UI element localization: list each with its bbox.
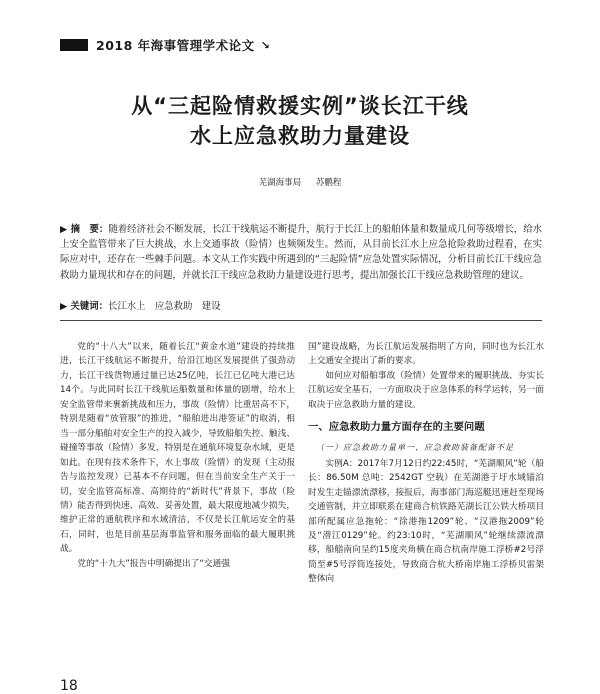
- abstract: [60, 222, 542, 283]
- left-column: [60, 340, 295, 571]
- right-column: [308, 340, 544, 587]
- subsection-heading: （一）应急救助力量单一、应急救助装备配备不足: [316, 442, 514, 452]
- page-number: 18: [60, 678, 78, 694]
- section-divider: [60, 320, 542, 321]
- keywords-text: 长江水上 应急救助 建设: [107, 301, 221, 312]
- body-paragraph: 党的“十八大”以来，随着长江“黄金水道”建设的持续推进，长江干线航运不断提升，给沿江地区发展提供了强劲动力，长江干线货物通过量已达25亿吨，长江已亿吨大港已达14个。与此同时长江干线航运船数量和体量的剧增，给水上安全监管带来裹新挑战和压力，事故（险情）比重居高不下，特别是随着“放管服”的推进，“船舶进出港签证”的取消，相当一部分船舶对安全生产的投入减少，导致船舶失控、触浅、碰撞等事故（险情）多发，特别是在通航环境复杂水域，更是如此。在现有技术条件下，水上事故（险情）的发现（主动报告与监控发现）已基本不存问题，但在当前安全生产关于一切，安全监管高标准、高期待的“新时代”背景下，事故（险情）能否得到快速、高效、妥善处置，最大限度地减少损失，维护正常的通航秩序和水域清洁，不仅是长江航运安全的基石，同时，也是目前基层海事监管和服务面临的最大履职挑战。: [60, 342, 295, 555]
- section-heading: 一、应急救助力量方面存在的主要问题: [308, 421, 485, 434]
- abstract-text: 随着经济社会不断发展，长江干线航运不断提升，航行于长江上的船舶体量和数量成几何等级增长，给水上安全监管带来了巨大挑战，水上交通事故（险情）也频频发生。然而，从目前长江水上应急抢险救助过程看，在实际应对中，还存在一些棘手问题。本文从工作实践中所遇到的“三起险情”应急处置实际情况，分析目前长江干线应急救助力量现状和存在的问题，并就长江干线应急救助力量建设进行思考，提出加强长江干线应急救助管理的建议。: [60, 224, 542, 281]
- header-arrow-icon: ↘: [260, 38, 270, 52]
- keywords: [60, 298, 221, 312]
- keywords-label: ▶ 关键词：: [60, 301, 108, 312]
- header-text: 2018 年海事管理学术论文: [96, 38, 255, 53]
- article-title-line-2: 水上应急救助力量建设: [190, 124, 410, 148]
- abstract-label: ▶ 摘 要：: [60, 224, 109, 235]
- running-header: [60, 36, 270, 54]
- header-bar-decoration: [60, 39, 88, 51]
- article-title-line-1: 从“三起险情救援实例”谈长江干线: [131, 94, 469, 118]
- author-line: [0, 176, 600, 188]
- body-paragraph: 党的“十九大”报告中明确提出了“交通强: [77, 558, 230, 569]
- body-paragraph: 如何应对船舶事故（险情）处置带来的履职挑战、夯实长江航运安全基石，一方面取决于应急体系的科学运转，另一面取决于应急救助力量的建设。: [308, 370, 544, 410]
- author-org: 芜湖海事局: [258, 178, 302, 188]
- body-paragraph: 实例A：2017年7月12日约22:45时，“芜湖顺风”轮（船长：86.50M 总吨：2542GT 空载）在芜湖港于圩水域锚泊时发生走锚漂流漂移，接报后，海事部门海巡艇迅速赶至现场交通管制，并立即联系在建商合杭铁路芜湖长江公铁大桥项目部所配属应急拖轮：“徐港拖1209”轮、“汉港拖2009”轮及“潜江0129”轮。约23:10时，“芜湖顺风”轮继续漂流漂移，船艏南向呈约15度夹角横在商合杭南岸施工浮桥#2号浮筒至#5号浮筒连接处，导致商合杭大桥南岸施工浮桥贝雷架整体向: [308, 458, 544, 585]
- author-name: 苏鹏程: [315, 178, 342, 188]
- body-paragraph: 国”建设战略，为长江航运发展指明了方向，同时也为长江水上交通安全提出了新的要求。: [308, 342, 544, 367]
